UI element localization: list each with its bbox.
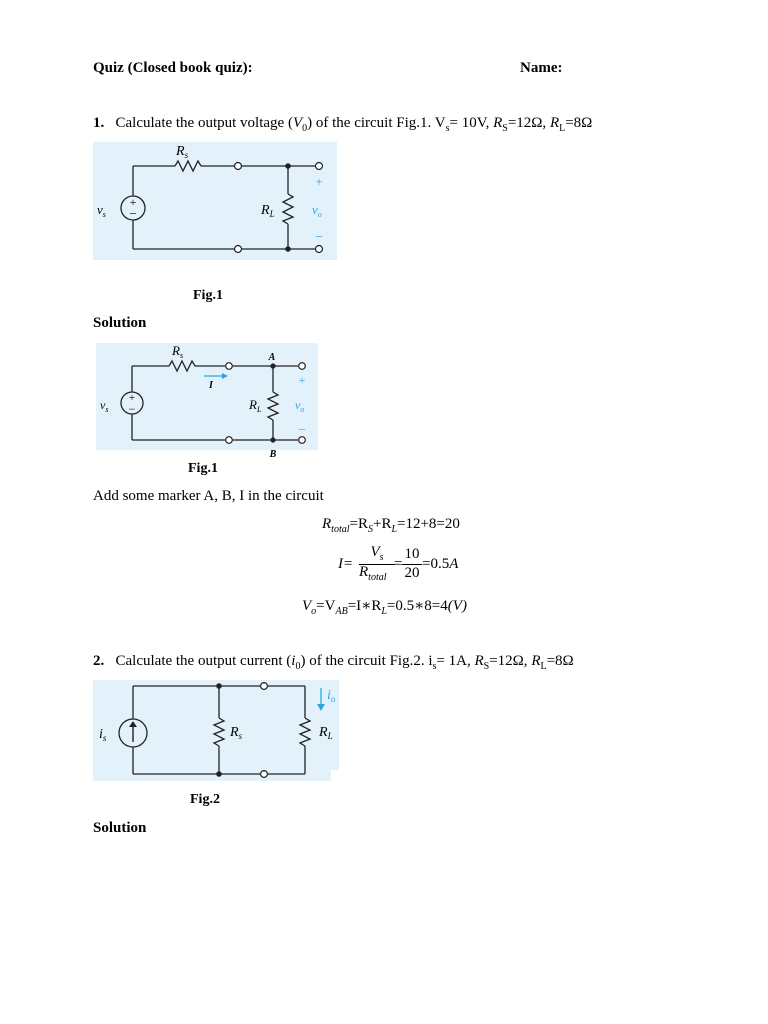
marker-i: I bbox=[209, 380, 213, 391]
svg-text:+: + bbox=[129, 195, 137, 209]
equation-output-voltage: $V_o=V_{AB}=I∗R_L=0.5∗8=4(V)$ bbox=[302, 598, 467, 617]
svg-text:+: + bbox=[128, 392, 136, 404]
svg-text:RL: $R_L$ bbox=[319, 725, 333, 741]
question-text: Calculate the output current ( bbox=[115, 653, 292, 669]
quiz-title: Quiz (Closed book quiz): bbox=[93, 60, 253, 76]
question-number: 2. bbox=[93, 653, 105, 669]
svg-text:io: $i_o$ bbox=[327, 688, 336, 704]
svg-text:Rs: $R_s$ bbox=[230, 725, 243, 741]
question-text: Calculate the output voltage ( bbox=[115, 115, 293, 131]
svg-text:RL: $R_L$ bbox=[261, 203, 275, 219]
figure-caption: Fig.1 bbox=[193, 288, 223, 303]
circuit-fig2 bbox=[93, 680, 339, 782]
solution-note: Add some marker A, B, I in the circuit bbox=[93, 488, 324, 504]
figure-caption-2: Fig.2 bbox=[190, 792, 220, 807]
svg-text:−: − bbox=[129, 206, 137, 221]
circuit-fig1-annotated bbox=[96, 343, 319, 463]
name-label: Name: bbox=[520, 60, 563, 76]
svg-text:vs: $v_s$ bbox=[97, 202, 106, 219]
svg-text:+: + bbox=[315, 174, 323, 189]
svg-text:is: $i_s$ bbox=[99, 727, 107, 743]
svg-text:−: − bbox=[315, 230, 323, 245]
question-2: 2. Calculate the output current $(i_0)$ of the circuit Fig.2. $i_s= 1A$, $R_S=12\Omega$, $R_L=8\Omega$ bbox=[93, 653, 574, 672]
svg-text:Rs: $R_s$ bbox=[172, 343, 184, 360]
equation-total-resistance: $R_{total}=R_S+R_L=12+8=20$ bbox=[322, 516, 460, 535]
svg-text:vs: $v_s$ bbox=[100, 398, 109, 414]
solution-heading: Solution bbox=[93, 315, 147, 331]
marker-a: A bbox=[268, 352, 276, 363]
solution-heading-2: Solution bbox=[93, 820, 147, 836]
figure-caption-solution: Fig.1 bbox=[188, 461, 218, 476]
svg-text:−: − bbox=[128, 402, 136, 416]
svg-text:RL: $R_L$ bbox=[249, 397, 262, 414]
svg-text:vo: $v_o$ bbox=[312, 202, 322, 219]
marker-b: B bbox=[269, 449, 277, 460]
svg-text:−: − bbox=[298, 422, 306, 437]
svg-text:+: + bbox=[298, 373, 306, 387]
svg-text:Rs: $R_s$ bbox=[176, 144, 189, 160]
question-number: 1. bbox=[93, 115, 105, 131]
circuit-fig1 bbox=[93, 142, 337, 260]
svg-text:vo: $v_o$ bbox=[295, 398, 305, 414]
question-1: 1. Calculate the output voltage $(V_0)$ of the circuit Fig.1. $V_s= 10V$, $R_S=12\Omega$, $R_L=8\Omega$ bbox=[93, 115, 593, 134]
